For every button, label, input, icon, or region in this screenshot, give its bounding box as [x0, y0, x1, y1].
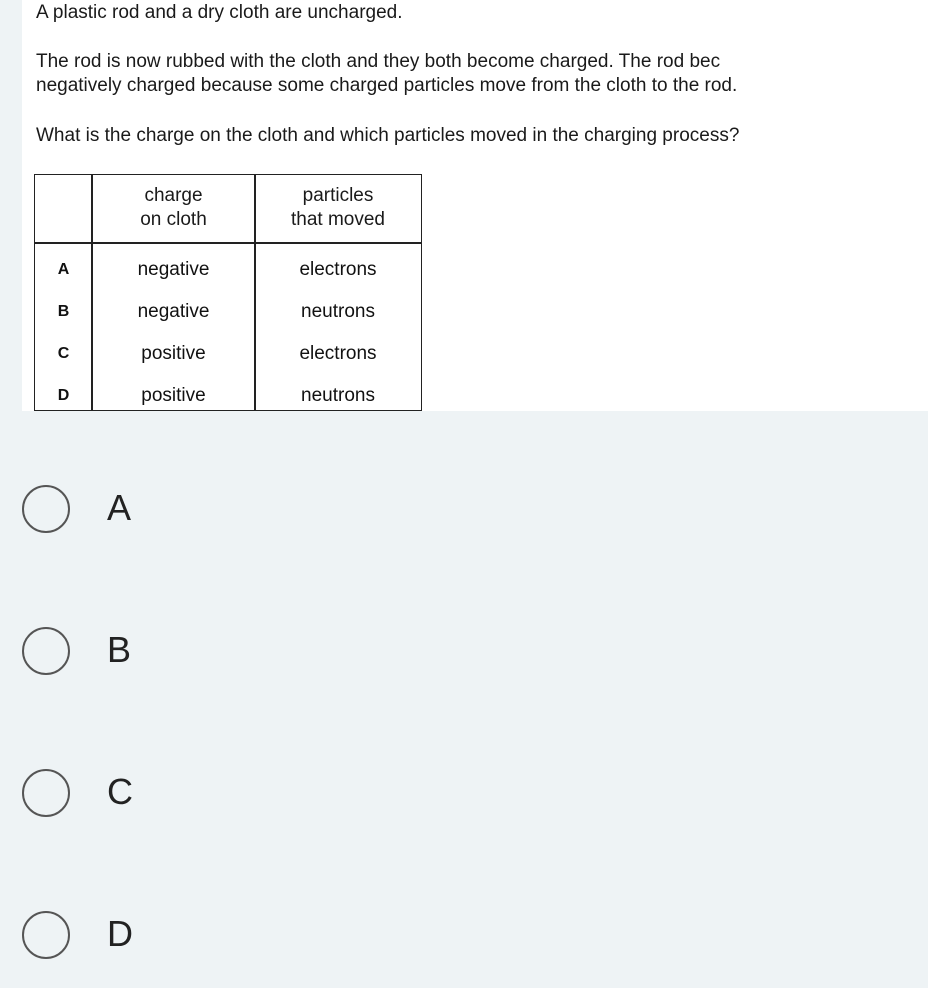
table-divider [35, 242, 421, 244]
row-key: D [57, 387, 70, 404]
table-row [35, 291, 421, 333]
header-charge-line-2: on cloth [140, 209, 207, 230]
option-b-label[interactable]: B [107, 629, 132, 670]
row-key: B [57, 303, 70, 320]
row-charge: negative [137, 259, 210, 280]
table-row [35, 249, 421, 291]
answer-option-b[interactable] [22, 626, 322, 682]
radio-button-d[interactable] [22, 911, 70, 959]
option-d-label[interactable]: D [107, 913, 133, 954]
question-prompt: What is the charge on the cloth and which particles moved in the charging process? [36, 125, 740, 146]
row-key: C [57, 345, 70, 362]
header-particles-line-1: particles [302, 185, 374, 206]
row-charge: positive [141, 343, 206, 364]
answer-option-d[interactable] [22, 910, 322, 966]
table-row [35, 375, 421, 417]
row-particles: electrons [299, 259, 377, 280]
option-a-label[interactable]: A [107, 487, 132, 528]
option-c-label[interactable]: C [107, 771, 133, 812]
answer-option-a[interactable] [22, 484, 322, 540]
row-charge: negative [137, 301, 210, 322]
question-body-line-2: negatively charged because some charged particles move from the cloth to the rod. [36, 75, 738, 96]
header-particles [255, 184, 421, 232]
question-body-line-1: The rod is now rubbed with the cloth and they both become charged. The rod bec [36, 51, 721, 72]
header-charge [92, 184, 255, 232]
question-card [22, 0, 928, 411]
radio-button-a[interactable] [22, 485, 70, 533]
table-row [35, 333, 421, 375]
row-particles: neutrons [301, 385, 375, 406]
row-charge: positive [141, 385, 206, 406]
header-charge-line-1: charge [144, 185, 203, 206]
answer-table [34, 174, 422, 411]
row-particles: neutrons [301, 301, 375, 322]
header-particles-line-2: that moved [291, 209, 385, 230]
row-particles: electrons [299, 343, 377, 364]
question-intro: A plastic rod and a dry cloth are uncharged. [36, 2, 403, 23]
radio-button-b[interactable] [22, 627, 70, 675]
row-key: A [57, 261, 70, 278]
answer-option-c[interactable] [22, 768, 322, 824]
radio-button-c[interactable] [22, 769, 70, 817]
